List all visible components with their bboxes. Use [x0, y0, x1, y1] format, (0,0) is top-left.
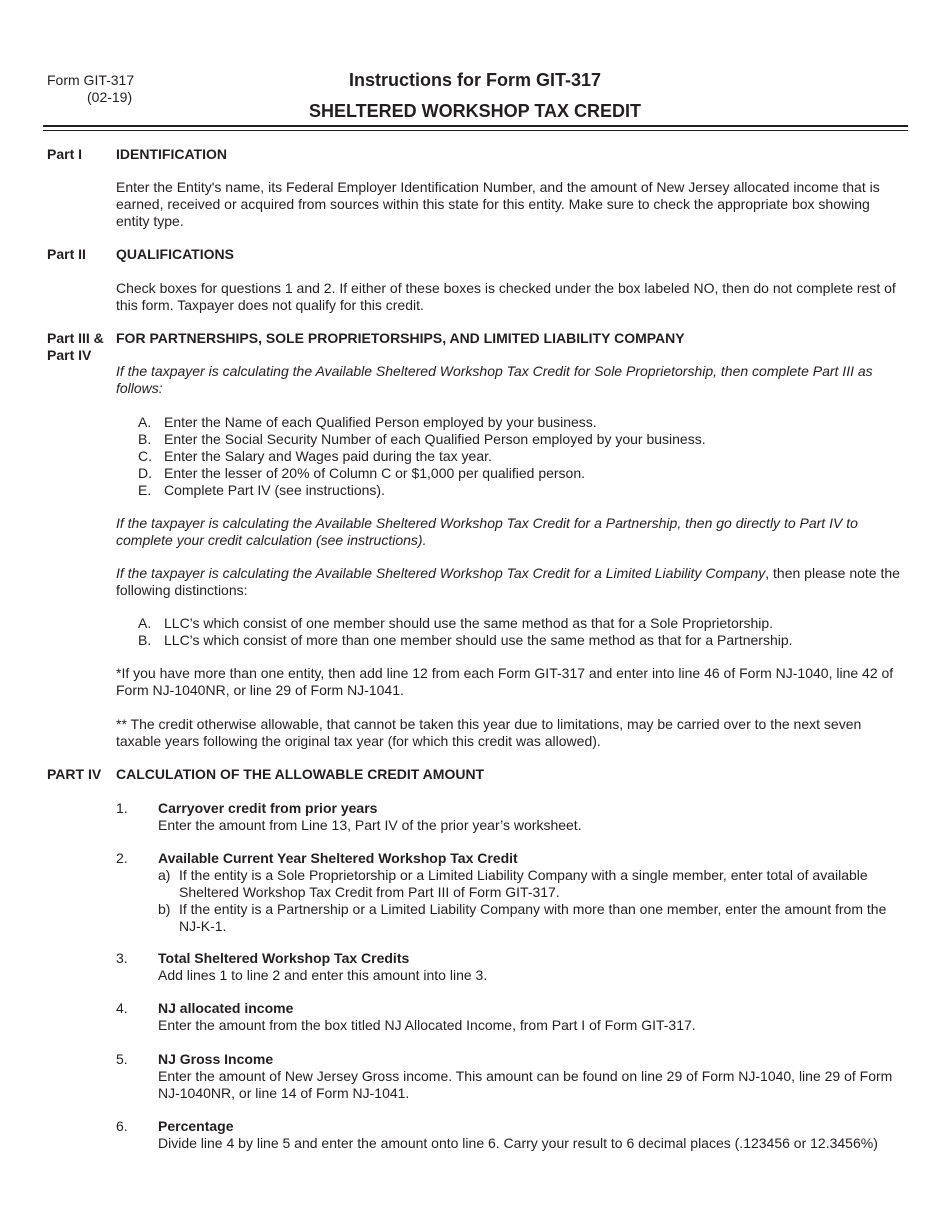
list-item: A. LLC’s which consist of one member should use the same method as that for a Sole Proprietorship.	[138, 615, 774, 631]
header-divider-thick	[43, 125, 908, 127]
part3-intro-partnership: If the taxpayer is calculating the Available Sheltered Workshop Tax Credit for a Partnership, then go directly to Part IV to complete your credit calculation (see instructions).	[116, 515, 858, 548]
item2-title: Available Current Year Sheltered Workshop Tax Credit	[158, 850, 518, 866]
item6-text: Divide line 4 by line 5 and enter the amount onto line 6. Carry your result to 6 decimal places (.123456 or 12.3456%)	[158, 1135, 878, 1151]
part4-label: PART IV	[47, 766, 102, 782]
item2-subitems	[158, 867, 908, 935]
item3-title: Total Sheltered Workshop Tax Credits	[158, 950, 410, 966]
part3-intro-llc	[116, 565, 906, 599]
part3-intro-sole: If the taxpayer is calculating the Available Sheltered Workshop Tax Credit for Sole Proprietorship, then complete Part III as follows:	[116, 363, 873, 396]
part3-intro-llc-rest: , then please note the following distinctions:	[116, 565, 900, 598]
part1-heading: IDENTIFICATION	[116, 146, 227, 162]
item4-title: NJ allocated income	[158, 1000, 294, 1016]
part3-note-carryover: ** The credit otherwise allowable, that cannot be taken this year due to limitations, may be carried over to the next seven taxable years following the original tax year (for which this credit was allowed).	[116, 716, 862, 749]
part3-steps-list	[138, 414, 898, 499]
form-revision: (02-19)	[87, 89, 133, 105]
part3-note-multiple-entities: *If you have more than one entity, then add line 12 from each Form GIT-317 and enter into line 46 of Form NJ-1040, line 42 of Form NJ-1040NR, or line 29 of Form NJ-1041.	[116, 665, 894, 698]
item2-number: 2.	[116, 850, 128, 866]
item3-text: Add lines 1 to line 2 and enter this amount into line 3.	[158, 967, 488, 983]
item6-number: 6.	[116, 1118, 128, 1134]
part3-intro-llc-italic: If the taxpayer is calculating the Available Sheltered Workshop Tax Credit for a Limited Liability Company	[116, 565, 766, 581]
list-item: C. Enter the Salary and Wages paid during the tax year.	[138, 448, 492, 464]
page-title: Instructions for Form GIT-317	[348, 70, 602, 90]
item4-number: 4.	[116, 1000, 128, 1016]
item6-title: Percentage	[158, 1118, 234, 1134]
item1-title: Carryover credit from prior years	[158, 800, 378, 816]
part1-label: Part I	[47, 146, 83, 162]
part2-heading: QUALIFICATIONS	[116, 246, 234, 262]
form-code: Form GIT-317	[47, 72, 135, 88]
part1-text: Enter the Entity's name, its Federal Employer Identification Number, and the amount of New Jersey allocated income that is earned, received or acquired from sources within this state for this entity. Make sure to check the appropriate box showing entity type.	[116, 179, 880, 229]
item1-number: 1.	[116, 800, 128, 816]
list-item: B. LLC’s which consist of more than one member should use the same method as that for a Partnership.	[138, 632, 793, 648]
part2-label: Part II	[47, 246, 86, 262]
item5-title: NJ Gross Income	[158, 1051, 274, 1067]
item5-number: 5.	[116, 1051, 128, 1067]
part3-heading: FOR PARTNERSHIPS, SOLE PROPRIETORSHIPS, AND LIMITED LIABILITY COMPANY	[116, 330, 685, 346]
list-item: D. Enter the lesser of 20% of Column C or $1,000 per qualified person.	[138, 465, 586, 481]
item2-sub-b: b) If the entity is a Partnership or a Limited Liability Company with more than one member, enter the amount from the NJ-K-1.	[158, 901, 887, 934]
part3-label	[47, 330, 104, 364]
list-item: A. Enter the Name of each Qualified Person employed by your business.	[138, 414, 597, 430]
part3-label-line1: Part III &	[47, 330, 104, 346]
item2-sub-a: a) If the entity is a Sole Proprietorship or a Limited Liability Company with a single member, enter total of available Sheltered Workshop Tax Credit from Part III of Form GIT-317.	[158, 867, 868, 900]
part4-heading: CALCULATION OF THE ALLOWABLE CREDIT AMOUNT	[116, 766, 485, 782]
llc-distinctions-list	[138, 615, 898, 649]
part3-label-line2: Part IV	[47, 347, 92, 363]
list-item: B. Enter the Social Security Number of each Qualified Person employed by your business.	[138, 431, 706, 447]
header-divider-thin	[43, 130, 908, 131]
list-item: E. Complete Part IV (see instructions).	[138, 482, 385, 498]
item1-text: Enter the amount from Line 13, Part IV of the prior year’s worksheet.	[158, 817, 582, 833]
item3-number: 3.	[116, 950, 128, 966]
part2-text: Check boxes for questions 1 and 2. If either of these boxes is checked under the box labeled NO, then do not complete rest of this form. Taxpayer does not qualify for this credit.	[116, 280, 896, 313]
item4-text: Enter the amount from the box titled NJ Allocated Income, from Part I of Form GIT-317.	[158, 1017, 696, 1033]
page-subtitle: SHELTERED WORKSHOP TAX CREDIT	[308, 101, 641, 121]
item5-text: Enter the amount of New Jersey Gross income. This amount can be found on line 29 of Form NJ-1040, line 29 of Form NJ-1040NR, or line 14 of Form NJ-1041.	[158, 1068, 893, 1101]
